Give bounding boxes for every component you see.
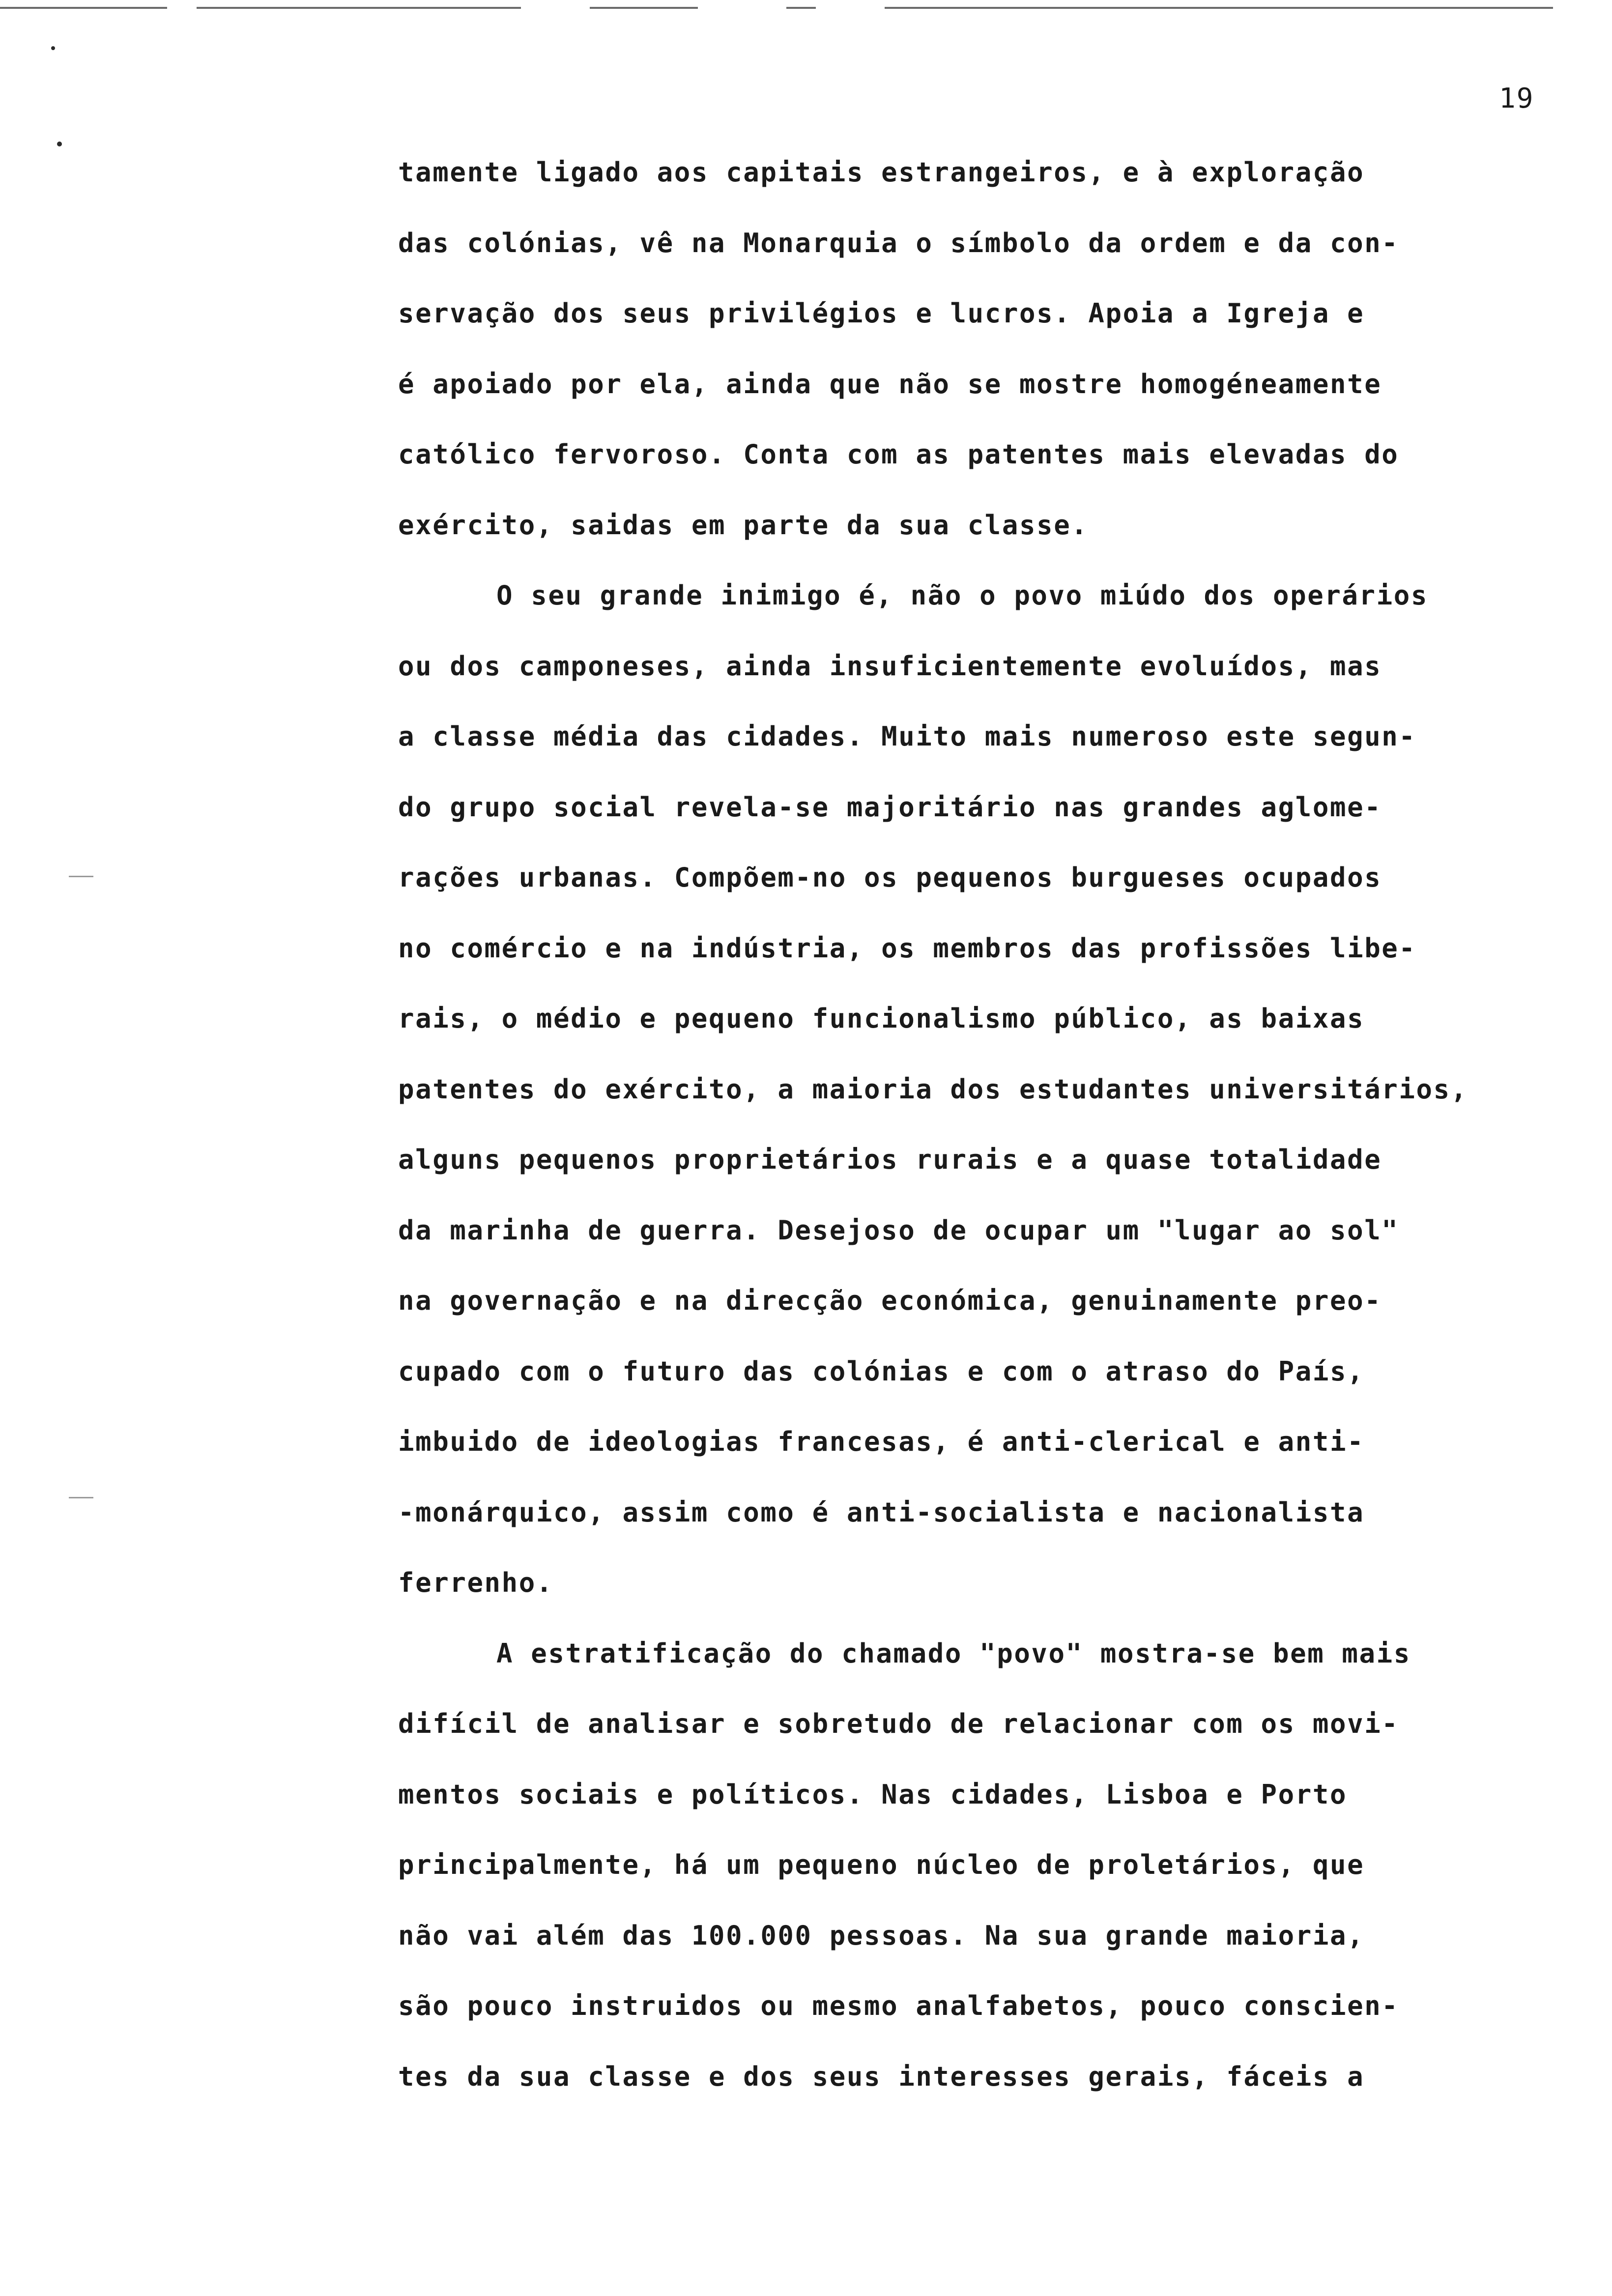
text-line: alguns pequenos proprietários rurais e a quase totalidade xyxy=(398,1144,1382,1175)
text-line: O seu grande inimigo é, não o povo miúdo dos operários xyxy=(496,580,1428,611)
text-line: tamente ligado aos capitais estrangeiros, e à exploração xyxy=(398,157,1365,188)
text-line: tes da sua classe e dos seus interesses gerais, fáceis a xyxy=(398,2061,1365,2092)
page-number: 19 xyxy=(1499,83,1534,115)
text-line: da marinha de guerra. Desejoso de ocupar um "lugar ao sol" xyxy=(398,1214,1399,1246)
scan-top-edge-rule xyxy=(0,7,167,9)
scan-top-edge-rule xyxy=(590,7,698,9)
text-line: na governação e na direcção económica, genuinamente preo- xyxy=(398,1285,1382,1316)
text-line: não vai além das 100.000 pessoas. Na sua grande maioria, xyxy=(398,1920,1365,1951)
text-line: exército, saidas em parte da sua classe. xyxy=(398,509,1089,541)
text-line: patentes do exército, a maioria dos estudantes universitários, xyxy=(398,1073,1468,1105)
text-line: A estratificação do chamado "povo" mostra-se bem mais xyxy=(496,1637,1411,1669)
text-line: ferrenho. xyxy=(398,1567,553,1598)
text-line: principalmente, há um pequeno núcleo de proletários, que xyxy=(398,1849,1365,1880)
text-line: difícil de analisar e sobretudo de relacionar com os movi- xyxy=(398,1708,1399,1739)
text-line: do grupo social revela-se majoritário nas grandes aglome- xyxy=(398,791,1382,823)
scan-top-edge-rule xyxy=(885,7,1553,9)
text-line: católico fervoroso. Conta com as patentes mais elevadas do xyxy=(398,439,1399,470)
text-line: no comércio e na indústria, os membros das profissões libe- xyxy=(398,932,1416,964)
text-line: rais, o médio e pequeno funcionalismo público, as baixas xyxy=(398,1003,1365,1034)
scan-speck xyxy=(51,46,55,50)
margin-mark xyxy=(69,876,93,877)
scan-top-edge-rule xyxy=(197,7,521,9)
text-line: são pouco instruidos ou mesmo analfabetos, pouco conscien- xyxy=(398,1990,1399,2021)
text-line: das colónias, vê na Monarquia o símbolo da ordem e da con- xyxy=(398,227,1399,258)
text-line: -monárquico, assim como é anti-socialista e nacionalista xyxy=(398,1496,1365,1528)
text-line: a classe média das cidades. Muito mais numeroso este segun- xyxy=(398,721,1416,752)
text-line: é apoiado por ela, ainda que não se mostre homogéneamente xyxy=(398,368,1382,400)
body-text xyxy=(398,145,1607,2120)
text-line: cupado com o futuro das colónias e com o atraso do País, xyxy=(398,1355,1365,1387)
scan-speck xyxy=(57,142,62,146)
text-line: mentos sociais e políticos. Nas cidades, Lisboa e Porto xyxy=(398,1779,1348,1810)
text-line: ou dos camponeses, ainda insuficientemente evoluídos, mas xyxy=(398,650,1382,682)
margin-mark xyxy=(69,1497,93,1498)
text-line: servação dos seus privilégios e lucros. Apoia a Igreja e xyxy=(398,298,1365,329)
text-line: imbuido de ideologias francesas, é anti-clerical e anti- xyxy=(398,1426,1365,1457)
text-line: rações urbanas. Compõem-no os pequenos burgueses ocupados xyxy=(398,862,1382,893)
scan-top-edge-rule xyxy=(786,7,816,9)
